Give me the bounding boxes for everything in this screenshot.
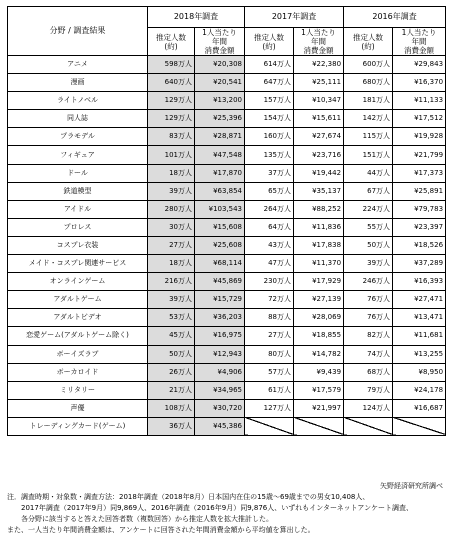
table-row	[8, 309, 446, 327]
table-row	[8, 236, 446, 254]
table-row	[8, 345, 446, 363]
spend-cell: ¥25,111	[294, 74, 344, 92]
people-cell: 124万人	[344, 399, 393, 417]
spend-cell: ¥11,836	[294, 218, 344, 236]
people-cell: 57万人	[245, 363, 294, 381]
spend-cell: ¥37,289	[393, 255, 446, 273]
spend-cell: ¥24,178	[393, 381, 446, 399]
table-row	[8, 273, 446, 291]
spend-cell: ¥18,526	[393, 236, 446, 254]
footnote-line: 注．調査時期・対象数・調査方法：2018年調査（2018年8月）日本国内在住の15歳～69歳までの男女10,408人、	[7, 493, 370, 501]
category-cell: 同人誌	[8, 110, 148, 128]
people-cell	[245, 417, 294, 435]
table-row	[8, 146, 446, 164]
spend-cell: ¥11,681	[393, 327, 446, 345]
spend-cell: ¥14,782	[294, 345, 344, 363]
table-row	[8, 417, 446, 435]
table-row	[8, 110, 446, 128]
category-cell: 声優	[8, 399, 148, 417]
spend-cell: ¥21,799	[393, 146, 446, 164]
people-cell: 68万人	[344, 363, 393, 381]
category-cell: ボーイズラブ	[8, 345, 148, 363]
spend-cell: ¥25,891	[393, 182, 446, 200]
people-cell: 82万人	[344, 327, 393, 345]
spend-cell: ¥45,386	[195, 417, 245, 435]
people-cell: 127万人	[245, 399, 294, 417]
table-row	[8, 381, 446, 399]
spend-cell: ¥17,870	[195, 164, 245, 182]
table-row	[8, 255, 446, 273]
table-row	[8, 200, 446, 218]
people-cell: 640万人	[148, 74, 195, 92]
spend-cell: ¥17,512	[393, 110, 446, 128]
people-cell: 45万人	[148, 327, 195, 345]
table-row	[8, 363, 446, 381]
year-header-2017: 2017年調査	[245, 7, 344, 28]
spend-cell: ¥19,442	[294, 164, 344, 182]
people-cell	[344, 417, 393, 435]
people-cell: 76万人	[344, 309, 393, 327]
spend-cell: ¥35,137	[294, 182, 344, 200]
people-cell: 88万人	[245, 309, 294, 327]
spend-cell: ¥25,396	[195, 110, 245, 128]
spend-cell: ¥68,114	[195, 255, 245, 273]
people-cell: 74万人	[344, 345, 393, 363]
category-cell: アイドル	[8, 200, 148, 218]
table-row	[8, 291, 446, 309]
people-cell: 216万人	[148, 273, 195, 291]
category-cell: フィギュア	[8, 146, 148, 164]
people-cell: 39万人	[148, 182, 195, 200]
spend-cell: ¥9,439	[294, 363, 344, 381]
subheader-spend: 1人当たり 年間 消費金額	[195, 28, 245, 56]
people-cell: 47万人	[245, 255, 294, 273]
table-row	[8, 164, 446, 182]
people-cell: 142万人	[344, 110, 393, 128]
people-cell: 27万人	[148, 236, 195, 254]
subheader-people: 推定人数 (約)	[148, 28, 195, 56]
people-cell: 598万人	[148, 56, 195, 74]
spend-cell: ¥13,471	[393, 309, 446, 327]
people-cell: 36万人	[148, 417, 195, 435]
people-cell: 76万人	[344, 291, 393, 309]
spend-cell: ¥8,950	[393, 363, 446, 381]
people-cell: 37万人	[245, 164, 294, 182]
people-cell: 129万人	[148, 92, 195, 110]
table-row	[8, 56, 446, 74]
people-cell: 154万人	[245, 110, 294, 128]
spend-cell: ¥20,541	[195, 74, 245, 92]
spend-cell: ¥15,729	[195, 291, 245, 309]
spend-cell	[294, 417, 344, 435]
spend-cell: ¥27,471	[393, 291, 446, 309]
spend-cell: ¥30,720	[195, 399, 245, 417]
table-row	[8, 218, 446, 236]
footnote-line: 2017年調査（2017年9月）同9,869人、2016年調査（2016年9月）同9,876人、いずれもインターネットアンケート調査、	[7, 504, 413, 512]
subheader-spend: 1人当たり 年間 消費金額	[294, 28, 344, 56]
people-cell: 600万人	[344, 56, 393, 74]
spend-cell: ¥21,997	[294, 399, 344, 417]
spend-cell: ¥16,975	[195, 327, 245, 345]
spend-cell: ¥10,347	[294, 92, 344, 110]
people-cell: 160万人	[245, 128, 294, 146]
people-cell: 647万人	[245, 74, 294, 92]
category-cell: コスプレ衣装	[8, 236, 148, 254]
category-cell: 漫画	[8, 74, 148, 92]
spend-cell: ¥28,069	[294, 309, 344, 327]
category-cell: ボーカロイド	[8, 363, 148, 381]
people-cell: 101万人	[148, 146, 195, 164]
spend-cell: ¥17,838	[294, 236, 344, 254]
table-row	[8, 74, 446, 92]
spend-cell: ¥11,133	[393, 92, 446, 110]
category-cell: アダルトゲーム	[8, 291, 148, 309]
people-cell: 151万人	[344, 146, 393, 164]
people-cell: 135万人	[245, 146, 294, 164]
category-cell: プロレス	[8, 218, 148, 236]
data-table-wrapper	[7, 6, 445, 436]
category-cell: 恋愛ゲーム(アダルトゲーム除く)	[8, 327, 148, 345]
source-credit: 矢野経済研究所調べ	[380, 482, 443, 490]
spend-cell: ¥13,200	[195, 92, 245, 110]
category-cell: アダルトビデオ	[8, 309, 148, 327]
category-cell: ドール	[8, 164, 148, 182]
table-row	[8, 182, 446, 200]
spend-cell: ¥45,869	[195, 273, 245, 291]
spend-cell: ¥4,906	[195, 363, 245, 381]
spend-cell: ¥12,943	[195, 345, 245, 363]
spend-cell: ¥20,308	[195, 56, 245, 74]
people-cell: 39万人	[148, 291, 195, 309]
category-cell: メイド・コスプレ関連サービス	[8, 255, 148, 273]
category-cell: ライトノベル	[8, 92, 148, 110]
subheader-people: 推定人数 (約)	[344, 28, 393, 56]
spend-cell: ¥16,370	[393, 74, 446, 92]
spend-cell: ¥19,928	[393, 128, 446, 146]
spend-cell: ¥15,611	[294, 110, 344, 128]
people-cell: 264万人	[245, 200, 294, 218]
footnote-line: また、一人当たり年間消費金額は、アンケートに回答された年間消費金額から平均値を算出した。	[7, 526, 315, 534]
footnote-line: 各分野に該当すると答えた回答者数（複数回答）から推定人数を拡大推計した。	[7, 515, 273, 523]
spend-cell: ¥28,871	[195, 128, 245, 146]
spend-cell: ¥13,255	[393, 345, 446, 363]
people-cell: 80万人	[245, 345, 294, 363]
people-cell: 18万人	[148, 255, 195, 273]
spend-cell: ¥88,252	[294, 200, 344, 218]
spend-cell: ¥22,380	[294, 56, 344, 74]
spend-cell: ¥15,608	[195, 218, 245, 236]
people-cell: 230万人	[245, 273, 294, 291]
spend-cell: ¥17,579	[294, 381, 344, 399]
spend-cell: ¥17,373	[393, 164, 446, 182]
spend-cell: ¥63,854	[195, 182, 245, 200]
subheader-spend: 1人当たり 年間 消費金額	[393, 28, 446, 56]
spend-cell: ¥25,608	[195, 236, 245, 254]
table-row	[8, 399, 446, 417]
people-cell: 27万人	[245, 327, 294, 345]
people-cell: 44万人	[344, 164, 393, 182]
year-header-2016: 2016年調査	[344, 7, 446, 28]
subheader-people: 推定人数 (約)	[245, 28, 294, 56]
spend-cell: ¥11,370	[294, 255, 344, 273]
people-cell: 61万人	[245, 381, 294, 399]
spend-cell: ¥103,543	[195, 200, 245, 218]
people-cell: 72万人	[245, 291, 294, 309]
people-cell: 39万人	[344, 255, 393, 273]
spend-cell: ¥34,965	[195, 381, 245, 399]
people-cell: 129万人	[148, 110, 195, 128]
table-row	[8, 327, 446, 345]
people-cell: 50万人	[344, 236, 393, 254]
spend-cell: ¥16,393	[393, 273, 446, 291]
spend-cell	[393, 417, 446, 435]
people-cell: 30万人	[148, 218, 195, 236]
category-cell: オンラインゲーム	[8, 273, 148, 291]
spend-cell: ¥27,139	[294, 291, 344, 309]
people-cell: 115万人	[344, 128, 393, 146]
category-cell: トレーディングカード(ゲーム)	[8, 417, 148, 435]
spend-cell: ¥23,716	[294, 146, 344, 164]
people-cell: 18万人	[148, 164, 195, 182]
survey-table	[7, 6, 446, 436]
people-cell: 64万人	[245, 218, 294, 236]
table-body	[8, 56, 446, 436]
spend-cell: ¥18,855	[294, 327, 344, 345]
people-cell: 67万人	[344, 182, 393, 200]
category-cell: プラモデル	[8, 128, 148, 146]
people-cell: 26万人	[148, 363, 195, 381]
people-cell: 157万人	[245, 92, 294, 110]
spend-cell: ¥36,203	[195, 309, 245, 327]
people-cell: 614万人	[245, 56, 294, 74]
people-cell: 43万人	[245, 236, 294, 254]
spend-cell: ¥17,929	[294, 273, 344, 291]
people-cell: 680万人	[344, 74, 393, 92]
people-cell: 280万人	[148, 200, 195, 218]
year-header-2018: 2018年調査	[148, 7, 245, 28]
people-cell: 224万人	[344, 200, 393, 218]
spend-cell: ¥16,687	[393, 399, 446, 417]
people-cell: 79万人	[344, 381, 393, 399]
spend-cell: ¥23,397	[393, 218, 446, 236]
footnotes	[7, 492, 447, 536]
people-cell: 108万人	[148, 399, 195, 417]
spend-cell: ¥47,548	[195, 146, 245, 164]
category-cell: ミリタリー	[8, 381, 148, 399]
people-cell: 246万人	[344, 273, 393, 291]
people-cell: 83万人	[148, 128, 195, 146]
table-row	[8, 128, 446, 146]
category-header: 分野 / 調査結果	[8, 7, 148, 56]
people-cell: 55万人	[344, 218, 393, 236]
people-cell: 65万人	[245, 182, 294, 200]
spend-cell: ¥29,843	[393, 56, 446, 74]
table-row	[8, 92, 446, 110]
people-cell: 53万人	[148, 309, 195, 327]
people-cell: 181万人	[344, 92, 393, 110]
spend-cell: ¥27,674	[294, 128, 344, 146]
people-cell: 50万人	[148, 345, 195, 363]
category-cell: 鉄道模型	[8, 182, 148, 200]
people-cell: 21万人	[148, 381, 195, 399]
category-cell: アニメ	[8, 56, 148, 74]
spend-cell: ¥79,783	[393, 200, 446, 218]
